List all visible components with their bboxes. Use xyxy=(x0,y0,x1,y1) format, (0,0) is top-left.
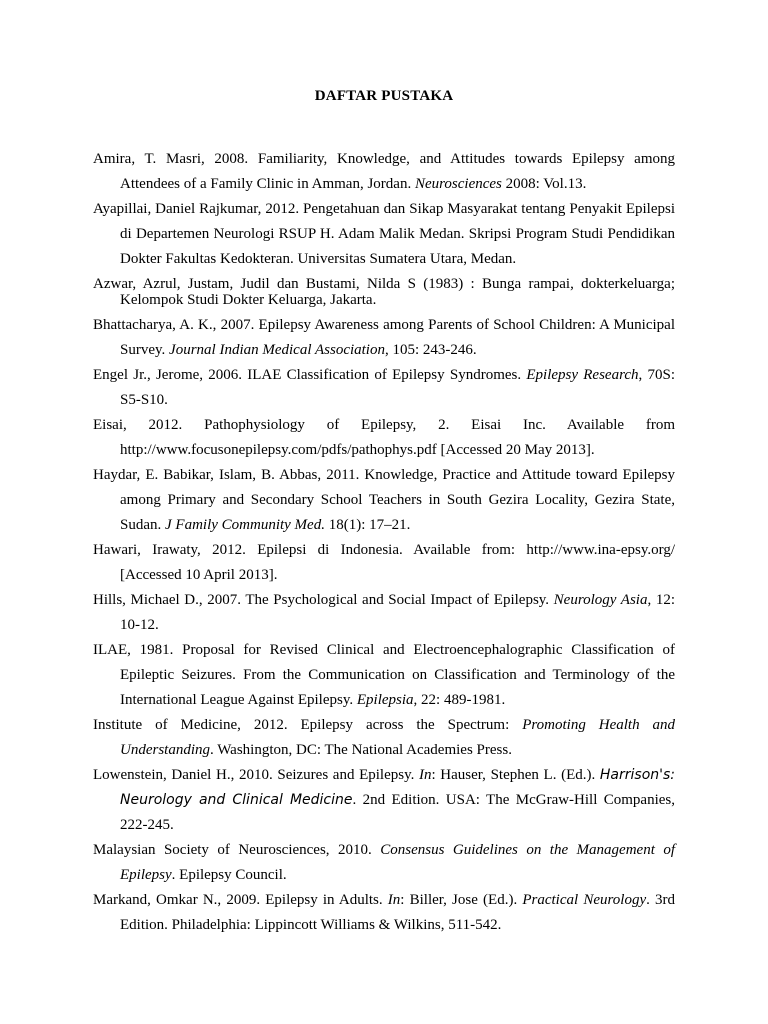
reference-list xyxy=(93,147,675,938)
reference-item: Engel Jr., Jerome, 2006. ILAE Classification of Epilepsy Syndromes. Epilepsy Research, 70S: S5-S10. xyxy=(93,367,676,408)
page-title: DAFTAR PUSTAKA xyxy=(314,88,454,104)
reference-item: Ayapillai, Daniel Rajkumar, 2012. Pengetahuan dan Sikap Masyarakat tentang Penyakit Epilepsi di Departemen Neurologi RSUP H. Adam Malik Medan. Skripsi Program Studi Pendidikan Dokter Fakultas Kedokteran. Universitas Sumatera Utara, Medan. xyxy=(93,201,675,267)
reference-item: Lowenstein, Daniel H., 2010. Seizures and Epilepsy. In: Hauser, Stephen L. (Ed.). Harrison's: Neurology and Clinical Medicine. 2nd Edition. USA: The McGraw-Hill Companies, 222-245. xyxy=(93,767,676,833)
reference-item: Hills, Michael D., 2007. The Psychological and Social Impact of Epilepsy. Neurology Asia, 12: 10-12. xyxy=(93,592,675,633)
reference-item: Amira, T. Masri, 2008. Familiarity, Knowledge, and Attitudes towards Epilepsy among Attendees of a Family Clinic in Amman, Jordan. Neurosciences 2008: Vol.13. xyxy=(93,151,675,192)
reference-item: Markand, Omkar N., 2009. Epilepsy in Adults. In: Biller, Jose (Ed.). Practical Neurology. 3rd Edition. Philadelphia: Lippincott Williams & Wilkins, 511-542. xyxy=(93,892,676,933)
reference-item: Bhattacharya, A. K., 2007. Epilepsy Awareness among Parents of School Children: A Municipal Survey. Journal Indian Medical Association, 105: 243-246. xyxy=(93,317,675,358)
reference-item: Eisai, 2012. Pathophysiology of Epilepsy, 2. Eisai Inc. Available from http://www.focusonepilepsy.com/pdfs/pathophys.pdf [Accessed 20 May 2013]. xyxy=(93,417,675,458)
reference-item: Institute of Medicine, 2012. Epilepsy across the Spectrum: Promoting Health and Understanding. Washington, DC: The National Academies Press. xyxy=(93,717,675,758)
reference-item: Hawari, Irawaty, 2012. Epilepsi di Indonesia. Available from: http://www.ina-epsy.org/ [Accessed 10 April 2013]. xyxy=(93,542,675,583)
reference-item: ILAE, 1981. Proposal for Revised Clinical and Electroencephalographic Classification of Epileptic Seizures. From the Communication on Classification and Terminology of the International League Against Epilepsy. Epilepsia, 22: 489-1981. xyxy=(93,642,675,708)
reference-item: Haydar, E. Babikar, Islam, B. Abbas, 2011. Knowledge, Practice and Attitude toward Epilepsy among Primary and Secondary School Teachers in South Gezira Locality, Gezira State, Sudan. J Family Community Med. 18(1): 17–21. xyxy=(93,467,675,533)
reference-item: Malaysian Society of Neurosciences, 2010. Consensus Guidelines on the Management of Epilepsy. Epilepsy Council. xyxy=(93,842,675,883)
reference-item: Azwar, Azrul, Justam, Judil dan Bustami, Nilda S (1983) : Bunga rampai, dokterkeluarga; Kelompok Studi Dokter Keluarga, Jakarta. xyxy=(93,276,675,308)
